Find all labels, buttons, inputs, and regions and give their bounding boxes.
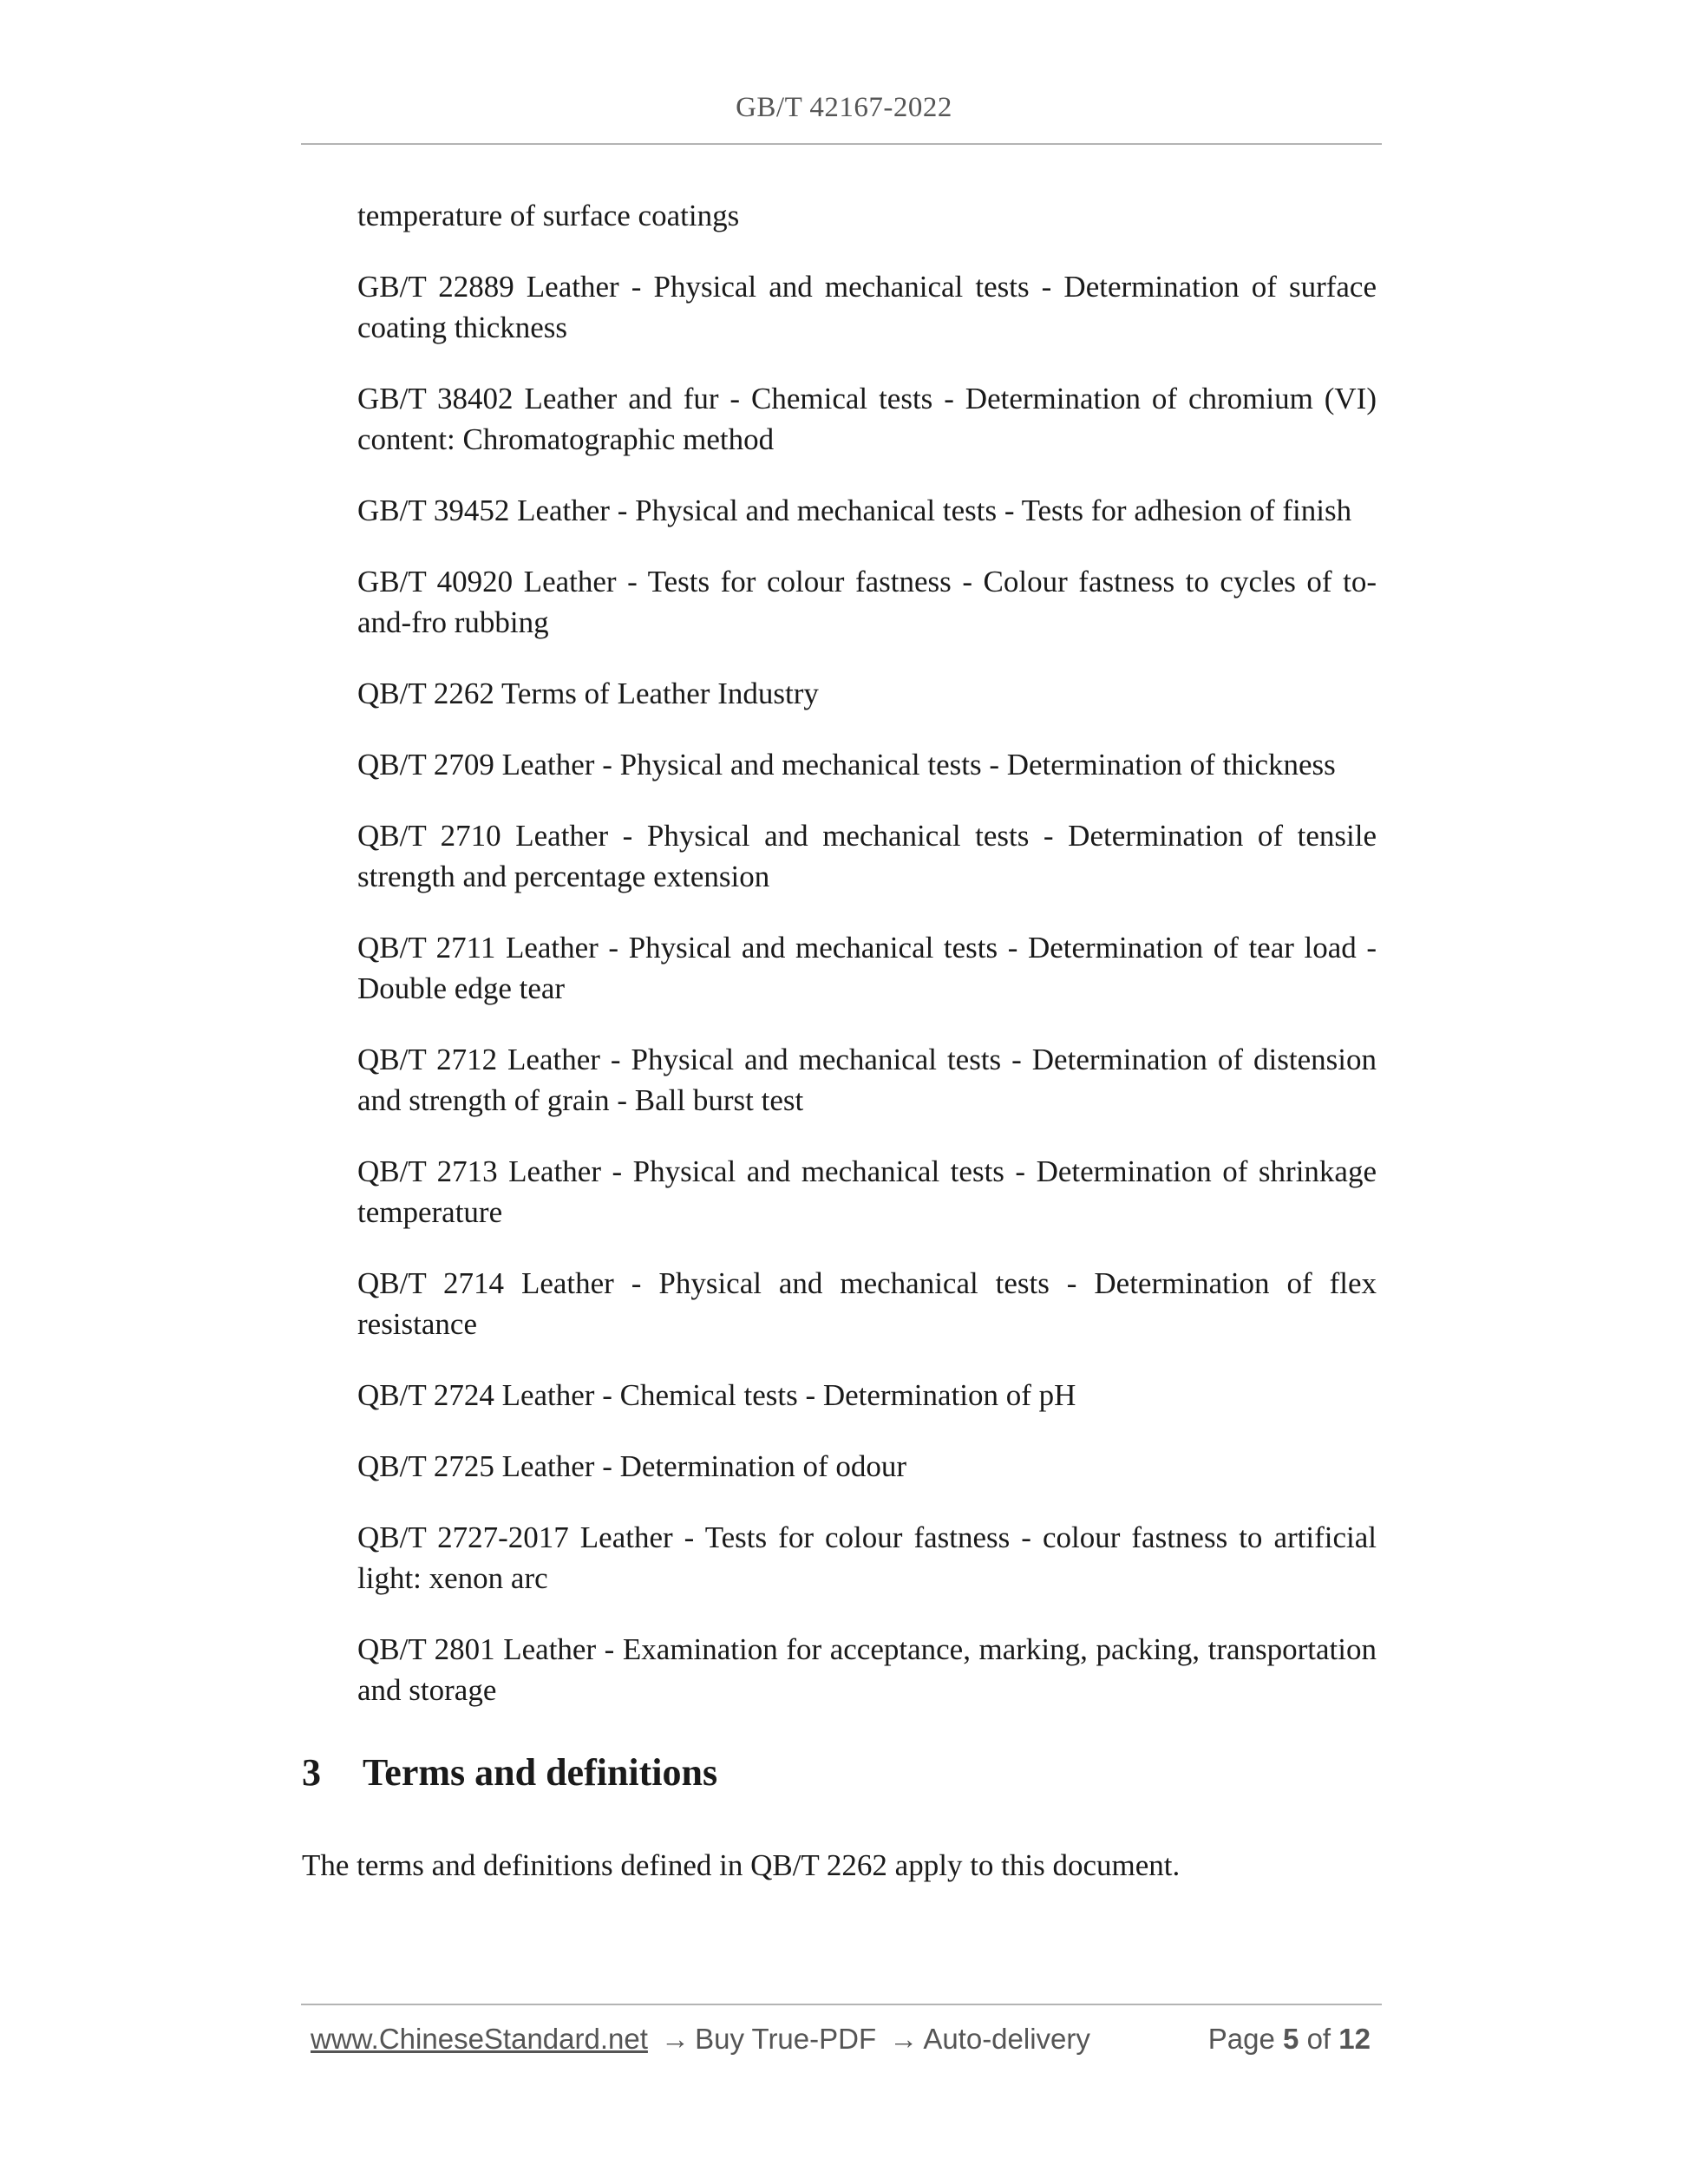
normative-references-list (357, 195, 1377, 1741)
page-of-label: of (1306, 2023, 1331, 2055)
site-link[interactable]: www.ChineseStandard.net (311, 2023, 648, 2055)
reference-item: QB/T 2801 Leather - Examination for acceptance, marking, packing, transportation and storage (357, 1632, 1377, 1707)
page-label: Page (1207, 2023, 1275, 2055)
section-body-text: The terms and definitions defined in QB/T 2262 apply to this document. (302, 1848, 1181, 1882)
reference-item: QB/T 2709 Leather - Physical and mechanical tests - Determination of thickness (357, 748, 1336, 781)
reference-item: QB/T 2725 Leather - Determination of odour (357, 1449, 907, 1483)
auto-delivery-text: Auto-delivery (923, 2023, 1090, 2055)
section-title: Terms and definitions (363, 1751, 718, 1794)
page-current: 5 (1283, 2023, 1299, 2055)
reference-item: QB/T 2727-2017 Leather - Tests for colour fastness - colour fastness to artificial light: xenon arc (357, 1520, 1377, 1595)
page-footer (311, 2023, 1371, 2056)
section-number: 3 (302, 1751, 321, 1794)
reference-item: GB/T 38402 Leather and fur - Chemical tests - Determination of chromium (VI) content: Chromatographic method (357, 382, 1377, 456)
reference-item: QB/T 2710 Leather - Physical and mechanical tests - Determination of tensile strength and percentage extension (357, 819, 1377, 893)
reference-item: GB/T 40920 Leather - Tests for colour fastness - Colour fastness to cycles of to-and-fro rubbing (357, 565, 1377, 639)
arrow-right-icon: → (889, 2023, 919, 2055)
reference-item: QB/T 2262 Terms of Leather Industry (357, 677, 819, 710)
header-divider (301, 143, 1382, 145)
reference-item: QB/T 2724 Leather - Chemical tests - Determination of pH (357, 1378, 1076, 1412)
reference-item: GB/T 39452 Leather - Physical and mechanical tests - Tests for adhesion of finish (357, 494, 1352, 527)
reference-item: QB/T 2712 Leather - Physical and mechanical tests - Determination of distension and strength of grain - Ball burst test (357, 1043, 1377, 1117)
buy-true-pdf-text: Buy True-PDF (695, 2023, 877, 2055)
reference-item: QB/T 2711 Leather - Physical and mechanical tests - Determination of tear load - Double edge tear (357, 931, 1377, 1005)
footer-divider (301, 2004, 1382, 2005)
section-heading (302, 1750, 717, 1795)
page-total: 12 (1338, 2023, 1371, 2055)
reference-item: temperature of surface coatings (357, 199, 740, 232)
reference-item: GB/T 22889 Leather - Physical and mechanical tests - Determination of surface coating thickness (357, 270, 1377, 344)
reference-item: QB/T 2714 Leather - Physical and mechanical tests - Determination of flex resistance (357, 1266, 1377, 1341)
page-indicator (1208, 2023, 1371, 2056)
running-header: GB/T 42167-2022 (736, 92, 952, 123)
arrow-right-icon: → (661, 2023, 690, 2055)
reference-item: QB/T 2713 Leather - Physical and mechanical tests - Determination of shrinkage temperature (357, 1154, 1377, 1229)
